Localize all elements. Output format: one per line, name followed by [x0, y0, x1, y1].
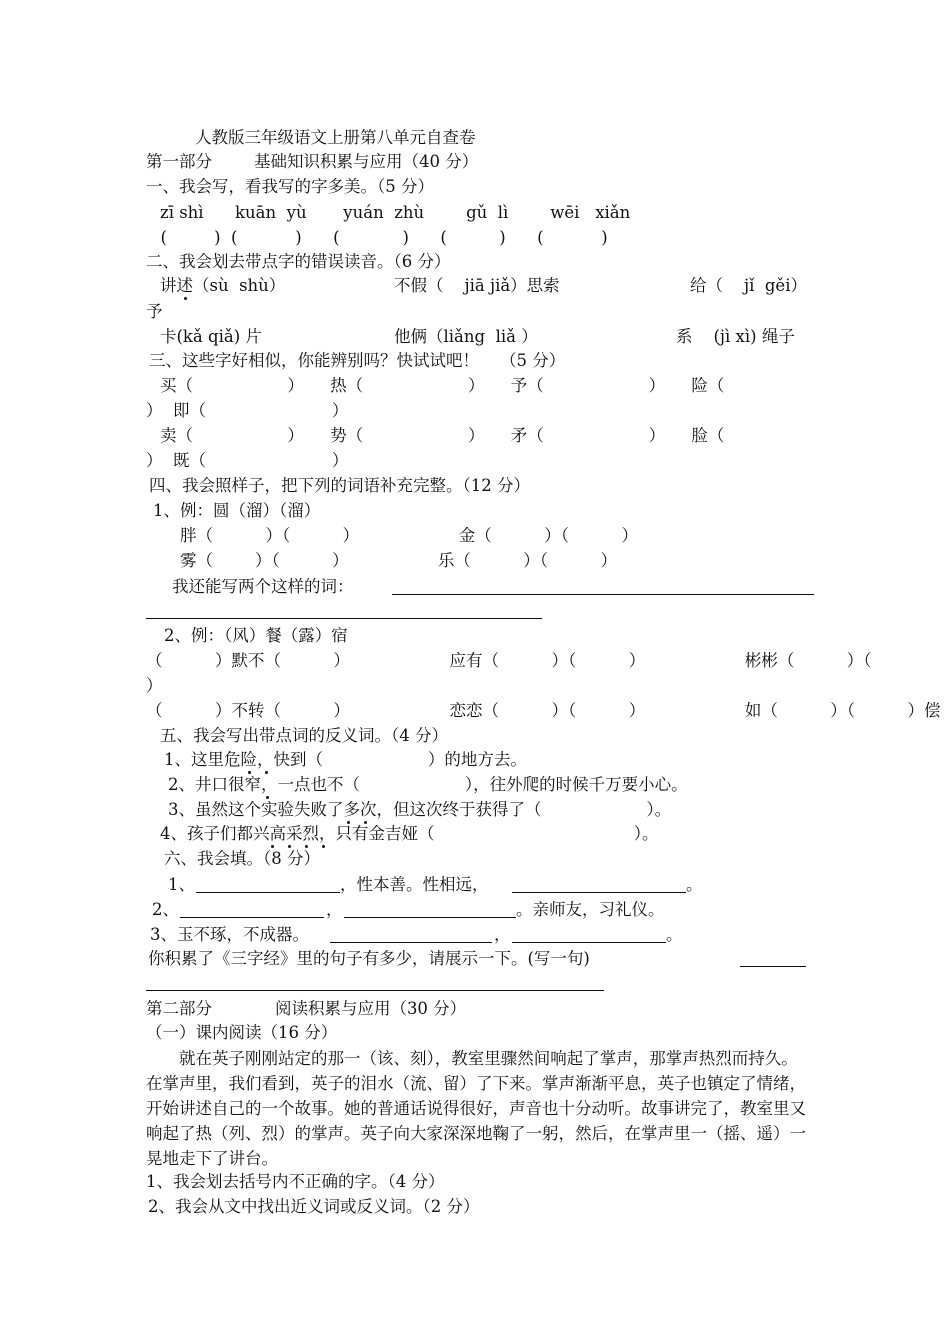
q6-blank-5[interactable]	[330, 942, 492, 943]
q2-item-gei[interactable]: 给（ jǐ gěi）	[690, 276, 807, 295]
q6-line1-end: 。	[686, 875, 703, 894]
q3-heading: 三、这些字好相似，你能辨别吗？快试试吧！ （5 分）	[149, 351, 566, 370]
q6-line2-mid: ，	[326, 900, 343, 919]
emphasis-dot	[184, 297, 187, 300]
q6-line3-end: 。	[666, 925, 683, 944]
q3-row1[interactable]: 买（ ） 热（ ） 予（ ） 险（	[160, 376, 725, 395]
q6-blank-3[interactable]	[180, 917, 324, 918]
reading-question-2: 2、我会从文中找出近义词或反义词。（2 分）	[148, 1197, 480, 1216]
q6-line3-prefix: 3、玉不琢，不成器。	[150, 925, 309, 944]
emphasis-dot	[271, 845, 274, 848]
emphasis-dot	[266, 796, 269, 799]
q6-extra-blank-2[interactable]	[146, 990, 604, 991]
emphasis-dot	[322, 845, 325, 848]
q5-item-1[interactable]: 1、这里危险，快到（ ）的地方去。	[164, 750, 527, 769]
q6-blank-6[interactable]	[512, 942, 666, 943]
q5-heading: 五、我会写出带点词的反义词。（4 分）	[160, 726, 448, 745]
reading-section-heading: （一）课内阅读（16 分）	[146, 1023, 338, 1042]
q4-ex2-row2[interactable]: （ ）不转（ ） 恋恋（ ）（ ） 如（ ）（ ）偿	[146, 701, 941, 720]
q5-item-2[interactable]: 2、井口很窄，一点也不（ ），往外爬的时候千万要小心。	[168, 775, 688, 794]
q3-row2[interactable]: 卖（ ） 势（ ） 矛（ ） 脸（	[160, 426, 725, 445]
q2-item-xishengzi[interactable]: 系 (jì xì) 绳子	[676, 327, 795, 346]
q2-item-yu: 予	[146, 302, 163, 321]
q4-more-words-line-1[interactable]	[392, 594, 814, 595]
q4-more-words-label: 我还能写两个这样的词：	[172, 577, 354, 596]
q6-line1-prefix: 1、	[168, 875, 195, 894]
q6-line3-mid: ，	[494, 925, 511, 944]
q4-more-words-line-2[interactable]	[146, 618, 542, 619]
q6-line1-mid: ，性本善。性相远，	[340, 875, 489, 894]
q4-ex1-row1[interactable]: 胖（ ）（ ） 金（ ）（ ）	[180, 526, 638, 545]
emphasis-dot	[305, 845, 308, 848]
q1-answer-brackets[interactable]: ( ) ( ) ( ) ( ) ( )	[150, 228, 608, 247]
q4-heading: 四、我会照样子，把下列的词语补充完整。（12 分）	[149, 476, 530, 495]
reading-passage: 就在英子刚刚站定的那一（该、刻），教室里骤然间响起了掌声，那掌声热烈而持久。在掌声里，我们看到，英子的泪水（流、留）了下来。掌声渐渐平息，英子也镇定了情绪，开始讲述自己的一个故事。她的普通话说得很好，声音也十分动听。故事讲完了，教室里又响起了热（列、烈）的掌声。英子向大家深深地鞠了一躬，然后，在掌声里一（摇、遥）一晃地走下了讲台。	[146, 1049, 806, 1168]
q1-pinyin: zī shì kuān yù yuán zhù gǔ lì wēi xiǎn	[160, 203, 631, 222]
q4-ex2-row1-cont[interactable]: ）	[146, 676, 163, 695]
q3-row2-cont[interactable]: ） 既（ ）	[146, 451, 349, 470]
q2-heading: 二、我会划去带点字的错误读音。（6 分）	[146, 252, 451, 271]
q6-blank-1[interactable]	[196, 892, 340, 893]
q6-extra-blank-1[interactable]	[740, 966, 806, 967]
q3-row1-cont[interactable]: ） 即（ ）	[146, 401, 349, 420]
page-title: 人教版三年级语文上册第八单元自查卷	[195, 128, 476, 147]
q2-item-jiangshu[interactable]: 讲述（sù shù）	[160, 276, 286, 295]
q6-blank-2[interactable]	[512, 892, 686, 893]
emphasis-dot	[248, 771, 251, 774]
q6-line2-end: 。亲师友，习礼仪。	[516, 900, 665, 919]
emphasis-dot	[265, 771, 268, 774]
q1-heading: 一、我会写，看我写的字多美。（5 分）	[146, 177, 434, 196]
q4-ex1-row2[interactable]: 雾（ ）（ ） 乐（ ）（ ）	[180, 551, 617, 570]
q6-extra-prompt: 你积累了《三字经》里的句子有多少，请展示一下。(写一句)	[148, 949, 590, 968]
q6-line2-prefix: 2、	[152, 900, 179, 919]
q4-example1: 1、例：圆（溜）（溜）	[153, 501, 321, 520]
reading-question-1: 1、我会划去括号内不正确的字。（4 分）	[146, 1172, 445, 1191]
q6-blank-4[interactable]	[344, 917, 516, 918]
q4-ex2-row1[interactable]: （ ）默不（ ） 应有（ ）（ ） 彬彬（ ）（	[146, 651, 872, 670]
q5-item-4[interactable]: 4、孩子们都兴高采烈，只有金吉娅（ ）。	[160, 824, 659, 843]
q2-item-talia[interactable]: 他俩（liǎng liǎ ）	[394, 327, 538, 346]
part1-heading: 第一部分 基础知识积累与应用（40 分）	[146, 152, 479, 171]
emphasis-dot	[288, 845, 291, 848]
part2-heading: 第二部分 阅读积累与应用（30 分）	[146, 999, 467, 1018]
q2-item-bujia[interactable]: 不假（ jiā jiǎ）思索	[394, 276, 560, 295]
q2-item-kapian[interactable]: 卡(kǎ qiǎ) 片	[160, 327, 262, 346]
q4-example2: 2、例：（风）餐（露）宿	[164, 626, 348, 645]
q5-item-3[interactable]: 3、虽然这个实验失败了多次，但这次终于获得了（ ）。	[168, 800, 672, 819]
q6-heading: 六、我会填。（8 分）	[164, 849, 320, 868]
